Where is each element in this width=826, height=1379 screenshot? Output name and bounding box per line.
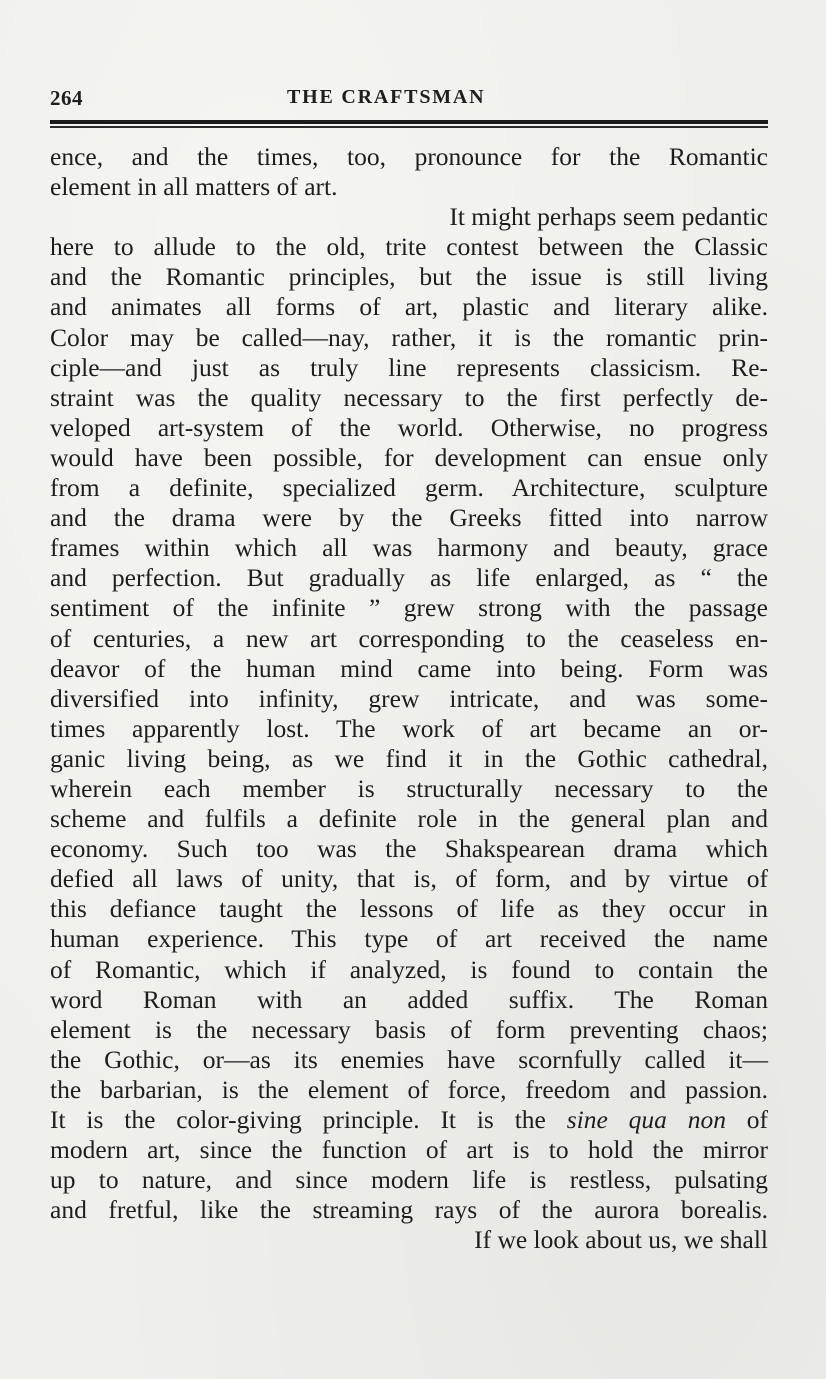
text-line-with-italic <box>50 1105 768 1135</box>
text-line: here to allude to the old, trite contest between the Classic <box>50 232 768 262</box>
text-line: ciple—and just as truly line represents classicism. Re- <box>50 352 768 382</box>
text-line: and the Romantic principles, but the issue is still living <box>50 262 768 292</box>
running-head <box>50 86 768 112</box>
text-line: diversified into infinity, grew intricate, and was some- <box>50 683 768 713</box>
text-line: sentiment of the infinite ” grew strong with the passage <box>50 593 768 623</box>
text-line: ence, and the times, too, pronounce for the Romantic <box>50 142 768 171</box>
text-line: frames within which all was harmony and beauty, grace <box>50 533 768 563</box>
page-number: 264 <box>50 86 83 110</box>
text-line: and fretful, like the streaming rays of the aurora borealis. <box>50 1195 768 1225</box>
text-line: It might perhaps seem pedantic <box>449 202 768 232</box>
italic-phrase: sine qua non <box>566 1105 726 1134</box>
header-rule-thick <box>50 120 768 124</box>
journal-title: THE CRAFTSMAN <box>287 86 486 108</box>
text-line: scheme and fulfils a definite role in the general plan and <box>50 804 768 834</box>
text-line: If we look about us, we shall <box>474 1225 768 1255</box>
text-line: the barbarian, is the element of force, freedom and passion. <box>50 1074 768 1104</box>
text-line: and perfection. But gradually as life enlarged, as “ the <box>50 563 768 593</box>
text-line: the Gothic, or—as its enemies have scornfully called it— <box>50 1044 768 1074</box>
text-line: Color may be called—nay, rather, it is the romantic prin- <box>50 322 768 352</box>
text-line: from a definite, specialized germ. Architecture, sculpture <box>50 473 768 503</box>
text-line: and the drama were by the Greeks fitted into narrow <box>50 503 768 533</box>
text-line: and animates all forms of art, plastic and literary alike. <box>50 292 768 322</box>
text-line: economy. Such too was the Shakspearean drama which <box>50 834 768 864</box>
text-line: word Roman with an added suffix. The Roman <box>50 984 768 1014</box>
text-line: would have been possible, for development can ensue only <box>50 442 768 472</box>
text-line: element is the necessary basis of form preventing chaos; <box>50 1014 768 1044</box>
header-rule-thin <box>50 126 768 128</box>
text-line: element in all matters of art. <box>50 172 338 202</box>
text-line: of centuries, a new art corresponding to the ceaseless en- <box>50 623 768 653</box>
text-line: times apparently lost. The work of art became an or- <box>50 713 768 743</box>
text-run: It is the color-giving principle. It is the <box>50 1105 546 1134</box>
text-line: this defiance taught the lessons of life as they occur in <box>50 894 768 924</box>
text-line: defied all laws of unity, that is, of form, and by virtue of <box>50 864 768 894</box>
text-line: human experience. This type of art received the name <box>50 924 768 954</box>
text-line: up to nature, and since modern life is restless, pulsating <box>50 1165 768 1195</box>
text-line: veloped art-system of the world. Otherwise, no progress <box>50 412 768 442</box>
text-line: of Romantic, which if analyzed, is found to contain the <box>50 954 768 984</box>
text-line: deavor of the human mind came into being. Form was <box>50 653 768 683</box>
text-line: ganic living being, as we find it in the Gothic cathedral, <box>50 743 768 773</box>
text-run: of <box>746 1105 769 1134</box>
text-line: straint was the quality necessary to the first perfectly de- <box>50 382 768 412</box>
text-line: modern art, since the function of art is to hold the mirror <box>50 1135 768 1165</box>
text-line: wherein each member is structurally necessary to the <box>50 773 768 803</box>
body-text <box>50 142 768 1255</box>
